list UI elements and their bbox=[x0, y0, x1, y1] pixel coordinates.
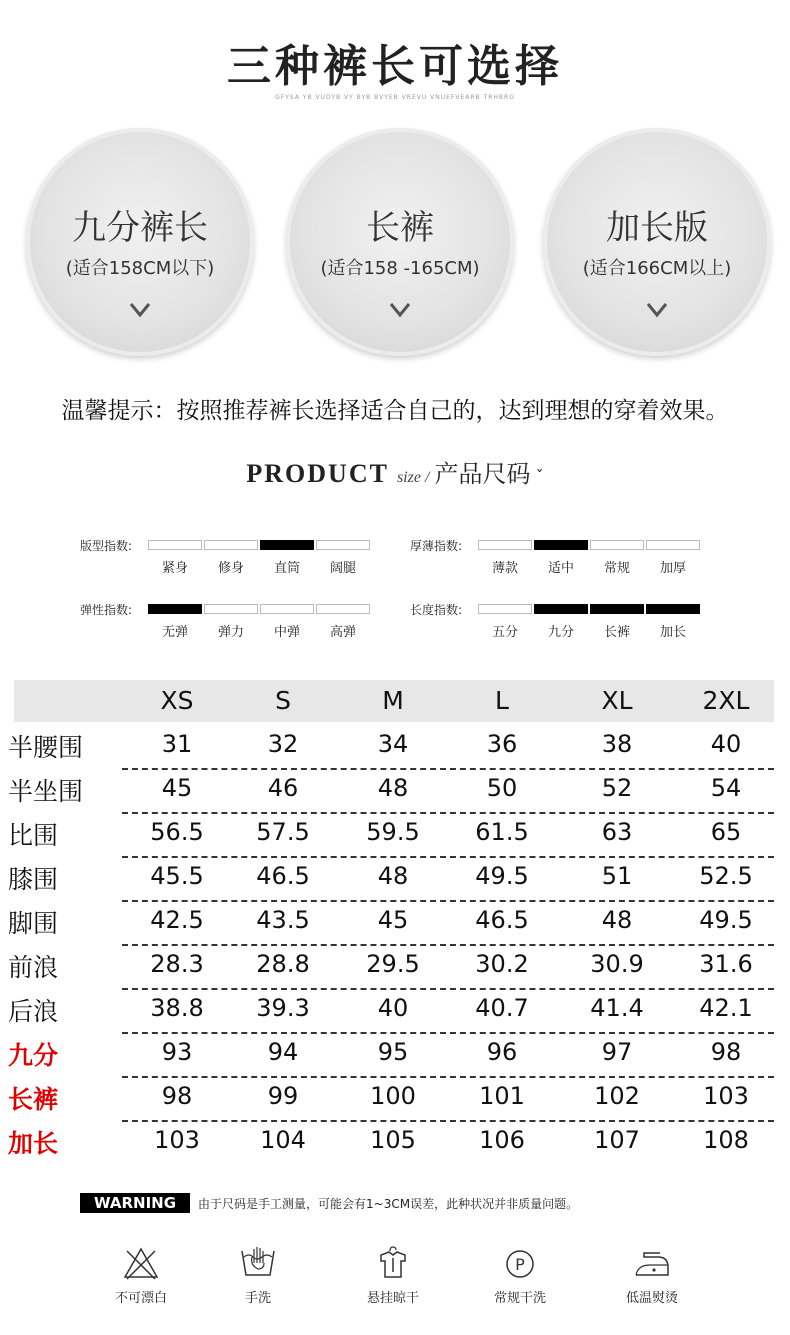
table-row bbox=[8, 988, 774, 1032]
table-cell: 28.8 bbox=[256, 950, 310, 978]
product-size-heading bbox=[0, 454, 790, 489]
indicator-bar bbox=[478, 540, 532, 550]
indicator-bar bbox=[204, 540, 258, 550]
care-item-dry-clean bbox=[465, 1245, 575, 1306]
indicator-option: 阔腿 bbox=[329, 561, 356, 576]
care-item-low-iron bbox=[597, 1245, 707, 1306]
indicator-bar bbox=[260, 604, 314, 614]
indicator-label: 厚薄指数: bbox=[410, 539, 463, 553]
table-cell: 98 bbox=[161, 1082, 193, 1110]
indicator-option: 长裤 bbox=[603, 625, 630, 640]
table-cell: 49.5 bbox=[475, 862, 529, 890]
row-label: 脚围 bbox=[8, 909, 59, 938]
indicator-options bbox=[478, 557, 700, 576]
page-title: 三种裤长可选择 bbox=[227, 41, 563, 92]
table-cell: 65 bbox=[710, 818, 742, 846]
no-bleach-icon bbox=[121, 1245, 161, 1281]
table-cell: 48 bbox=[601, 906, 633, 934]
table-cell: 29.5 bbox=[366, 950, 420, 978]
row-label: 比围 bbox=[8, 821, 59, 850]
product-heading-size: size / bbox=[396, 469, 430, 486]
table-cell: 49.5 bbox=[699, 906, 753, 934]
row-label: 膝围 bbox=[8, 865, 59, 894]
table-cell: 30.9 bbox=[590, 950, 644, 978]
indicator-option: 适中 bbox=[547, 561, 574, 576]
indicator-option: 五分 bbox=[491, 625, 518, 640]
warning-text: 由于尺码是手工测量，可能会有1~3CM误差，此种状况并非质量问题。 bbox=[198, 1196, 579, 1211]
warning-badge: WARNING bbox=[80, 1193, 190, 1213]
table-cell: 95 bbox=[377, 1038, 409, 1066]
table-cell: 36 bbox=[486, 730, 518, 758]
table-cell: 40 bbox=[377, 994, 409, 1022]
length-option-subtitle: (适合158CM以下) bbox=[65, 258, 215, 279]
table-cell: 61.5 bbox=[475, 818, 529, 846]
table-cell: 101 bbox=[479, 1082, 525, 1110]
chevron-down-icon bbox=[644, 296, 670, 322]
table-row bbox=[8, 1120, 774, 1164]
indicator-label: 弹性指数: bbox=[80, 603, 133, 617]
indicator-option: 修身 bbox=[217, 561, 244, 576]
size-column-header: 2XL bbox=[702, 686, 750, 715]
care-label: 悬挂晾干 bbox=[366, 1291, 419, 1306]
table-cell: 103 bbox=[703, 1082, 749, 1110]
indicator-bar bbox=[478, 604, 532, 614]
indicator-bar bbox=[590, 540, 644, 550]
indicator-bars bbox=[478, 540, 700, 550]
table-cell: 105 bbox=[370, 1126, 416, 1154]
indicator-option: 直筒 bbox=[273, 561, 300, 576]
table-row bbox=[8, 1076, 774, 1120]
care-label: 手洗 bbox=[244, 1291, 271, 1306]
indicator-bar bbox=[646, 540, 700, 550]
care-item-hand-wash bbox=[203, 1245, 313, 1306]
table-cell: 40 bbox=[710, 730, 742, 758]
table-cell: 98 bbox=[710, 1038, 742, 1066]
length-option-title: 长裤 bbox=[366, 208, 434, 248]
table-cell: 46.5 bbox=[256, 862, 310, 890]
table-cell: 56.5 bbox=[150, 818, 204, 846]
table-cell: 57.5 bbox=[256, 818, 310, 846]
table-cell: 30.2 bbox=[475, 950, 529, 978]
indicator-option: 常规 bbox=[603, 561, 630, 576]
size-column-header: XL bbox=[601, 686, 633, 715]
table-cell: 96 bbox=[486, 1038, 518, 1066]
size-column-header: S bbox=[275, 686, 291, 715]
indicator-option: 中弹 bbox=[273, 625, 300, 640]
indicator-bar bbox=[534, 540, 588, 550]
care-label: 常规干洗 bbox=[493, 1291, 546, 1306]
table-cell: 107 bbox=[594, 1126, 640, 1154]
table-cell: 38 bbox=[601, 730, 633, 758]
table-cell: 99 bbox=[267, 1082, 299, 1110]
indicator-bars bbox=[478, 604, 700, 614]
product-heading-cn: 产品尺码 bbox=[434, 460, 531, 488]
table-cell: 52.5 bbox=[699, 862, 753, 890]
table-cell: 104 bbox=[260, 1126, 306, 1154]
table-row bbox=[8, 768, 774, 812]
length-option-extended[interactable] bbox=[543, 128, 771, 356]
indicator-bar bbox=[148, 604, 202, 614]
table-cell: 46.5 bbox=[475, 906, 529, 934]
table-cell: 28.3 bbox=[150, 950, 204, 978]
size-column-header: XS bbox=[160, 686, 194, 715]
care-item-hang-dry bbox=[338, 1245, 448, 1306]
table-cell: 63 bbox=[601, 818, 633, 846]
length-option-cropped[interactable] bbox=[26, 128, 254, 356]
size-column-header: L bbox=[495, 686, 509, 715]
table-cell: 106 bbox=[479, 1126, 525, 1154]
indicator-options bbox=[148, 557, 370, 576]
page-subtitle: GFYSA YB VUDYB VY BYB BVYEB VREVU VNUEFVEARB TRHBRG bbox=[275, 94, 515, 101]
indicator-options bbox=[148, 621, 370, 640]
warning-note bbox=[80, 1193, 578, 1213]
indicator-label: 长度指数: bbox=[410, 603, 463, 617]
indicator-bar bbox=[260, 540, 314, 550]
length-option-subtitle: (适合166CM以上) bbox=[582, 258, 732, 279]
table-cell: 39.3 bbox=[256, 994, 310, 1022]
row-label: 长裤 bbox=[8, 1085, 59, 1114]
table-cell: 31 bbox=[161, 730, 193, 758]
table-cell: 50 bbox=[486, 774, 518, 802]
indicator-option: 无弹 bbox=[161, 625, 188, 640]
length-option-title: 加长版 bbox=[606, 208, 708, 248]
hand-wash-icon bbox=[238, 1245, 278, 1281]
table-row bbox=[8, 1032, 774, 1076]
indicator-bars bbox=[148, 604, 370, 614]
table-cell: 103 bbox=[154, 1126, 200, 1154]
table-cell: 32 bbox=[267, 730, 299, 758]
indicator-option: 紧身 bbox=[161, 561, 188, 576]
care-label: 不可漂白 bbox=[114, 1291, 167, 1306]
table-row bbox=[8, 812, 774, 856]
indicator-option: 加厚 bbox=[659, 561, 686, 576]
table-cell: 48 bbox=[377, 862, 409, 890]
indicator-option: 高弹 bbox=[329, 625, 356, 640]
low-iron-icon bbox=[630, 1245, 674, 1281]
indicator-option: 九分 bbox=[547, 625, 574, 640]
table-cell: 45 bbox=[161, 774, 193, 802]
table-cell: 40.7 bbox=[475, 994, 529, 1022]
table-cell: 52 bbox=[601, 774, 633, 802]
indicator-options bbox=[478, 621, 700, 640]
row-label: 九分 bbox=[8, 1041, 59, 1070]
row-label: 半腰围 bbox=[8, 733, 84, 762]
indicator-bar bbox=[204, 604, 258, 614]
indicator-bar bbox=[316, 604, 370, 614]
table-cell: 48 bbox=[377, 774, 409, 802]
indicator-bar bbox=[646, 604, 700, 614]
table-row bbox=[8, 724, 774, 768]
row-label: 半坐围 bbox=[8, 777, 84, 806]
table-cell: 43.5 bbox=[256, 906, 310, 934]
table-cell: 54 bbox=[710, 774, 742, 802]
table-cell: 45 bbox=[377, 906, 409, 934]
table-cell: 45.5 bbox=[150, 862, 204, 890]
table-cell: 38.8 bbox=[150, 994, 204, 1022]
indicator-bar bbox=[316, 540, 370, 550]
product-heading-en: PRODUCT bbox=[246, 459, 389, 488]
chevron-down-icon bbox=[127, 296, 153, 322]
row-label: 前浪 bbox=[8, 953, 59, 982]
table-cell: 100 bbox=[370, 1082, 416, 1110]
table-cell: 46 bbox=[267, 774, 299, 802]
care-item-no-bleach bbox=[86, 1245, 196, 1306]
indicator-option: 弹力 bbox=[217, 625, 244, 640]
indicator-bar bbox=[534, 604, 588, 614]
indicator-bar bbox=[590, 604, 644, 614]
table-cell: 108 bbox=[703, 1126, 749, 1154]
table-cell: 102 bbox=[594, 1082, 640, 1110]
table-cell: 42.1 bbox=[699, 994, 753, 1022]
hang-dry-icon bbox=[373, 1245, 413, 1281]
chevron-down-icon bbox=[387, 296, 413, 322]
size-table bbox=[8, 680, 774, 1158]
length-option-title: 九分裤长 bbox=[72, 208, 208, 248]
size-table-header bbox=[14, 680, 774, 722]
table-cell: 93 bbox=[161, 1038, 193, 1066]
size-column-header: M bbox=[382, 686, 404, 715]
indicator-option: 薄款 bbox=[491, 561, 518, 576]
row-label: 后浪 bbox=[8, 997, 59, 1026]
table-cell: 94 bbox=[267, 1038, 299, 1066]
table-row bbox=[8, 944, 774, 988]
table-cell: 31.6 bbox=[699, 950, 753, 978]
table-row bbox=[8, 856, 774, 900]
care-label: 低温熨烫 bbox=[625, 1291, 678, 1306]
svg-text:P: P bbox=[515, 1255, 525, 1274]
table-cell: 41.4 bbox=[590, 994, 644, 1022]
fitting-tip: 温馨提示：按照推荐裤长选择适合自己的，达到理想的穿着效果。 bbox=[61, 398, 729, 424]
table-cell: 97 bbox=[601, 1038, 633, 1066]
table-row bbox=[8, 900, 774, 944]
row-label: 加长 bbox=[8, 1129, 59, 1158]
chevron-icon: ˇ bbox=[535, 467, 544, 486]
table-cell: 42.5 bbox=[150, 906, 204, 934]
table-cell: 59.5 bbox=[366, 818, 420, 846]
indicator-bar bbox=[148, 540, 202, 550]
length-option-long[interactable] bbox=[286, 128, 514, 356]
dry-clean-icon bbox=[500, 1245, 540, 1281]
length-option-subtitle: (适合158 -165CM) bbox=[320, 258, 480, 279]
indicator-label: 版型指数: bbox=[80, 539, 133, 553]
table-cell: 51 bbox=[601, 862, 633, 890]
table-cell: 34 bbox=[377, 730, 409, 758]
indicator-bars bbox=[148, 540, 370, 550]
indicator-option: 加长 bbox=[659, 625, 686, 640]
